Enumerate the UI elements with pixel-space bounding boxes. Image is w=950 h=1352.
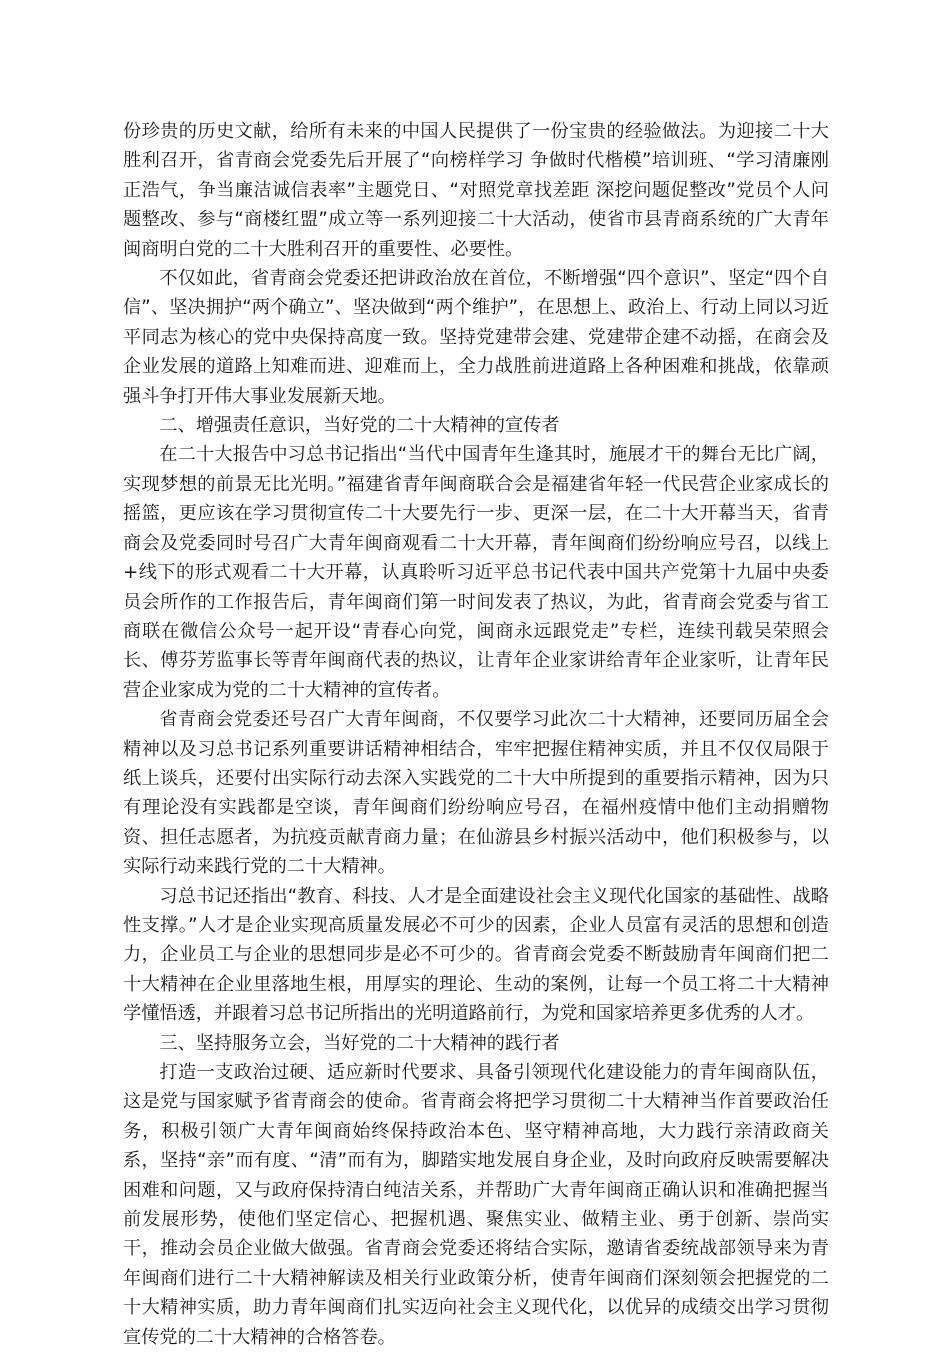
paragraph: 不仅如此，省青商会党委还把讲政治放在首位，不断增强“四个意识”、坚定“四个自信”、坚决拥护“两个确立”、坚决做到“两个维护”，在思想上、政治上、行动上同以习近平同志为核心的党中央保持高度一致。坚持党建带会建、党建带企建不动摇，在商会及企业发展的道路上知难而进、迎难而上，全力战胜前进道路上各种困难和挑战，依靠顽强斗争打开伟大事业发展新天地。: [123, 268, 829, 407]
document-body: [123, 117, 829, 1352]
paragraph: 在二十大报告中习总书记指出“当代中国青年生逢其时，施展才干的舞台无比广阔，实现梦想的前景无比光明。”福建省青年闽商联合会是福建省年轻一代民营企业家成长的摇篮，更应该在学习贯彻宣传二十大要先行一步、更深一层，在二十大开幕当天，省青商会及党委同时号召广大青年闽商观看二十大开幕，青年闽商们纷纷响应号召，以线上+线下的形式观看二十大开幕，认真聆听习近平总书记代表中国共产党第十九届中央委员会所作的工作报告后，青年闽商们第一时间发表了热议，为此，省青商会党委与省工商联在微信公众号一起开设“青春心向党，闽商永远跟党走”专栏，连续刊载吴荣照会长、傅芬芳监事长等青年闽商代表的热议，让青年企业家讲给青年企业家听，让青年民营企业家成为党的二十大精神的宣传者。: [123, 444, 829, 701]
paragraph: 打造一支政治过硬、适应新时代要求、具备引领现代化建设能力的青年闽商队伍，这是党与国家赋予省青商会的使命。省青商会将把学习贯彻二十大精神当作首要政治任务，积极引领广大青年闽商始终保持政治本色、坚守精神高地，大力践行亲清政商关系，坚持“亲”而有度、“清”而有为，脚踏实地发展自身企业，及时向政府反映需要解决困难和问题，又与政府保持清白纯洁关系，并帮助广大青年闽商正确认识和准确把握当前发展形势，使他们坚定信心、把握机遇、聚焦实业、做精主业、勇于创新、崇尚实干，推动会员企业做大做强。省青商会党委还将结合实际，邀请省委统战部领导来为青年闽商们进行二十大精神解读及相关行业政策分析，使青年闽商们深刻领会把握党的二十大精神实质，助力青年闽商们扎实迈向社会主义现代化，以优异的成绩交出学习贯彻宣传党的二十大精神的合格答卷。: [123, 1062, 829, 1348]
paragraph-continued: 份珍贵的历史文献，给所有未来的中国人民提供了一份宝贵的经验做法。为迎接二十大胜利召开，省青商会党委先后开展了“向榜样学习 争做时代楷模”培训班、“学习清廉刚正浩气，争当廉洁诚信表率”主题党日、“对照党章找差距 深挖问题促整改”党员个人问题整改、参与“商楼红盟”成立等一系列迎接二十大活动，使省市县青商系统的广大青年闽商明白党的二十大胜利召开的重要性、必要性。: [123, 121, 829, 260]
section-heading: 三、坚持服务立会，当好党的二十大精神的践行者: [159, 1032, 560, 1054]
paragraph: 习总书记还指出“教育、科技、人才是全面建设社会主义现代化国家的基础性、战略性支撑。”人才是企业实现高质量发展必不可少的因素，企业人员富有灵活的思想和创造力，企业员工与企业的思想同步是必不可少的。省青商会党委不断鼓励青年闽商们把二十大精神在企业里落地生根，用厚实的理论、生动的案例，让每一个员工将二十大精神学懂悟透，并跟着习总书记所指出的光明道路前行，为党和国家培养更多优秀的人才。: [123, 885, 829, 1025]
paragraph: 省青商会党委还号召广大青年闽商，不仅要学习此次二十大精神，还要同历届全会精神以及习总书记系列重要讲话精神相结合，牢牢把握住精神实质，并且不仅仅局限于纸上谈兵，还要付出实际行动去深入实践党的二十大中所提到的重要指示精神，因为只有理论没有实践都是空谈，青年闽商们纷纷响应号召，在福州疫情中他们主动捐赠物资、担任志愿者，为抗疫贡献青商力量；在仙游县乡村振兴活动中，他们积极参与，以实际行动来践行党的二十大精神。: [123, 709, 829, 878]
section-heading: 二、增强责任意识，当好党的二十大精神的宣传者: [159, 415, 560, 437]
